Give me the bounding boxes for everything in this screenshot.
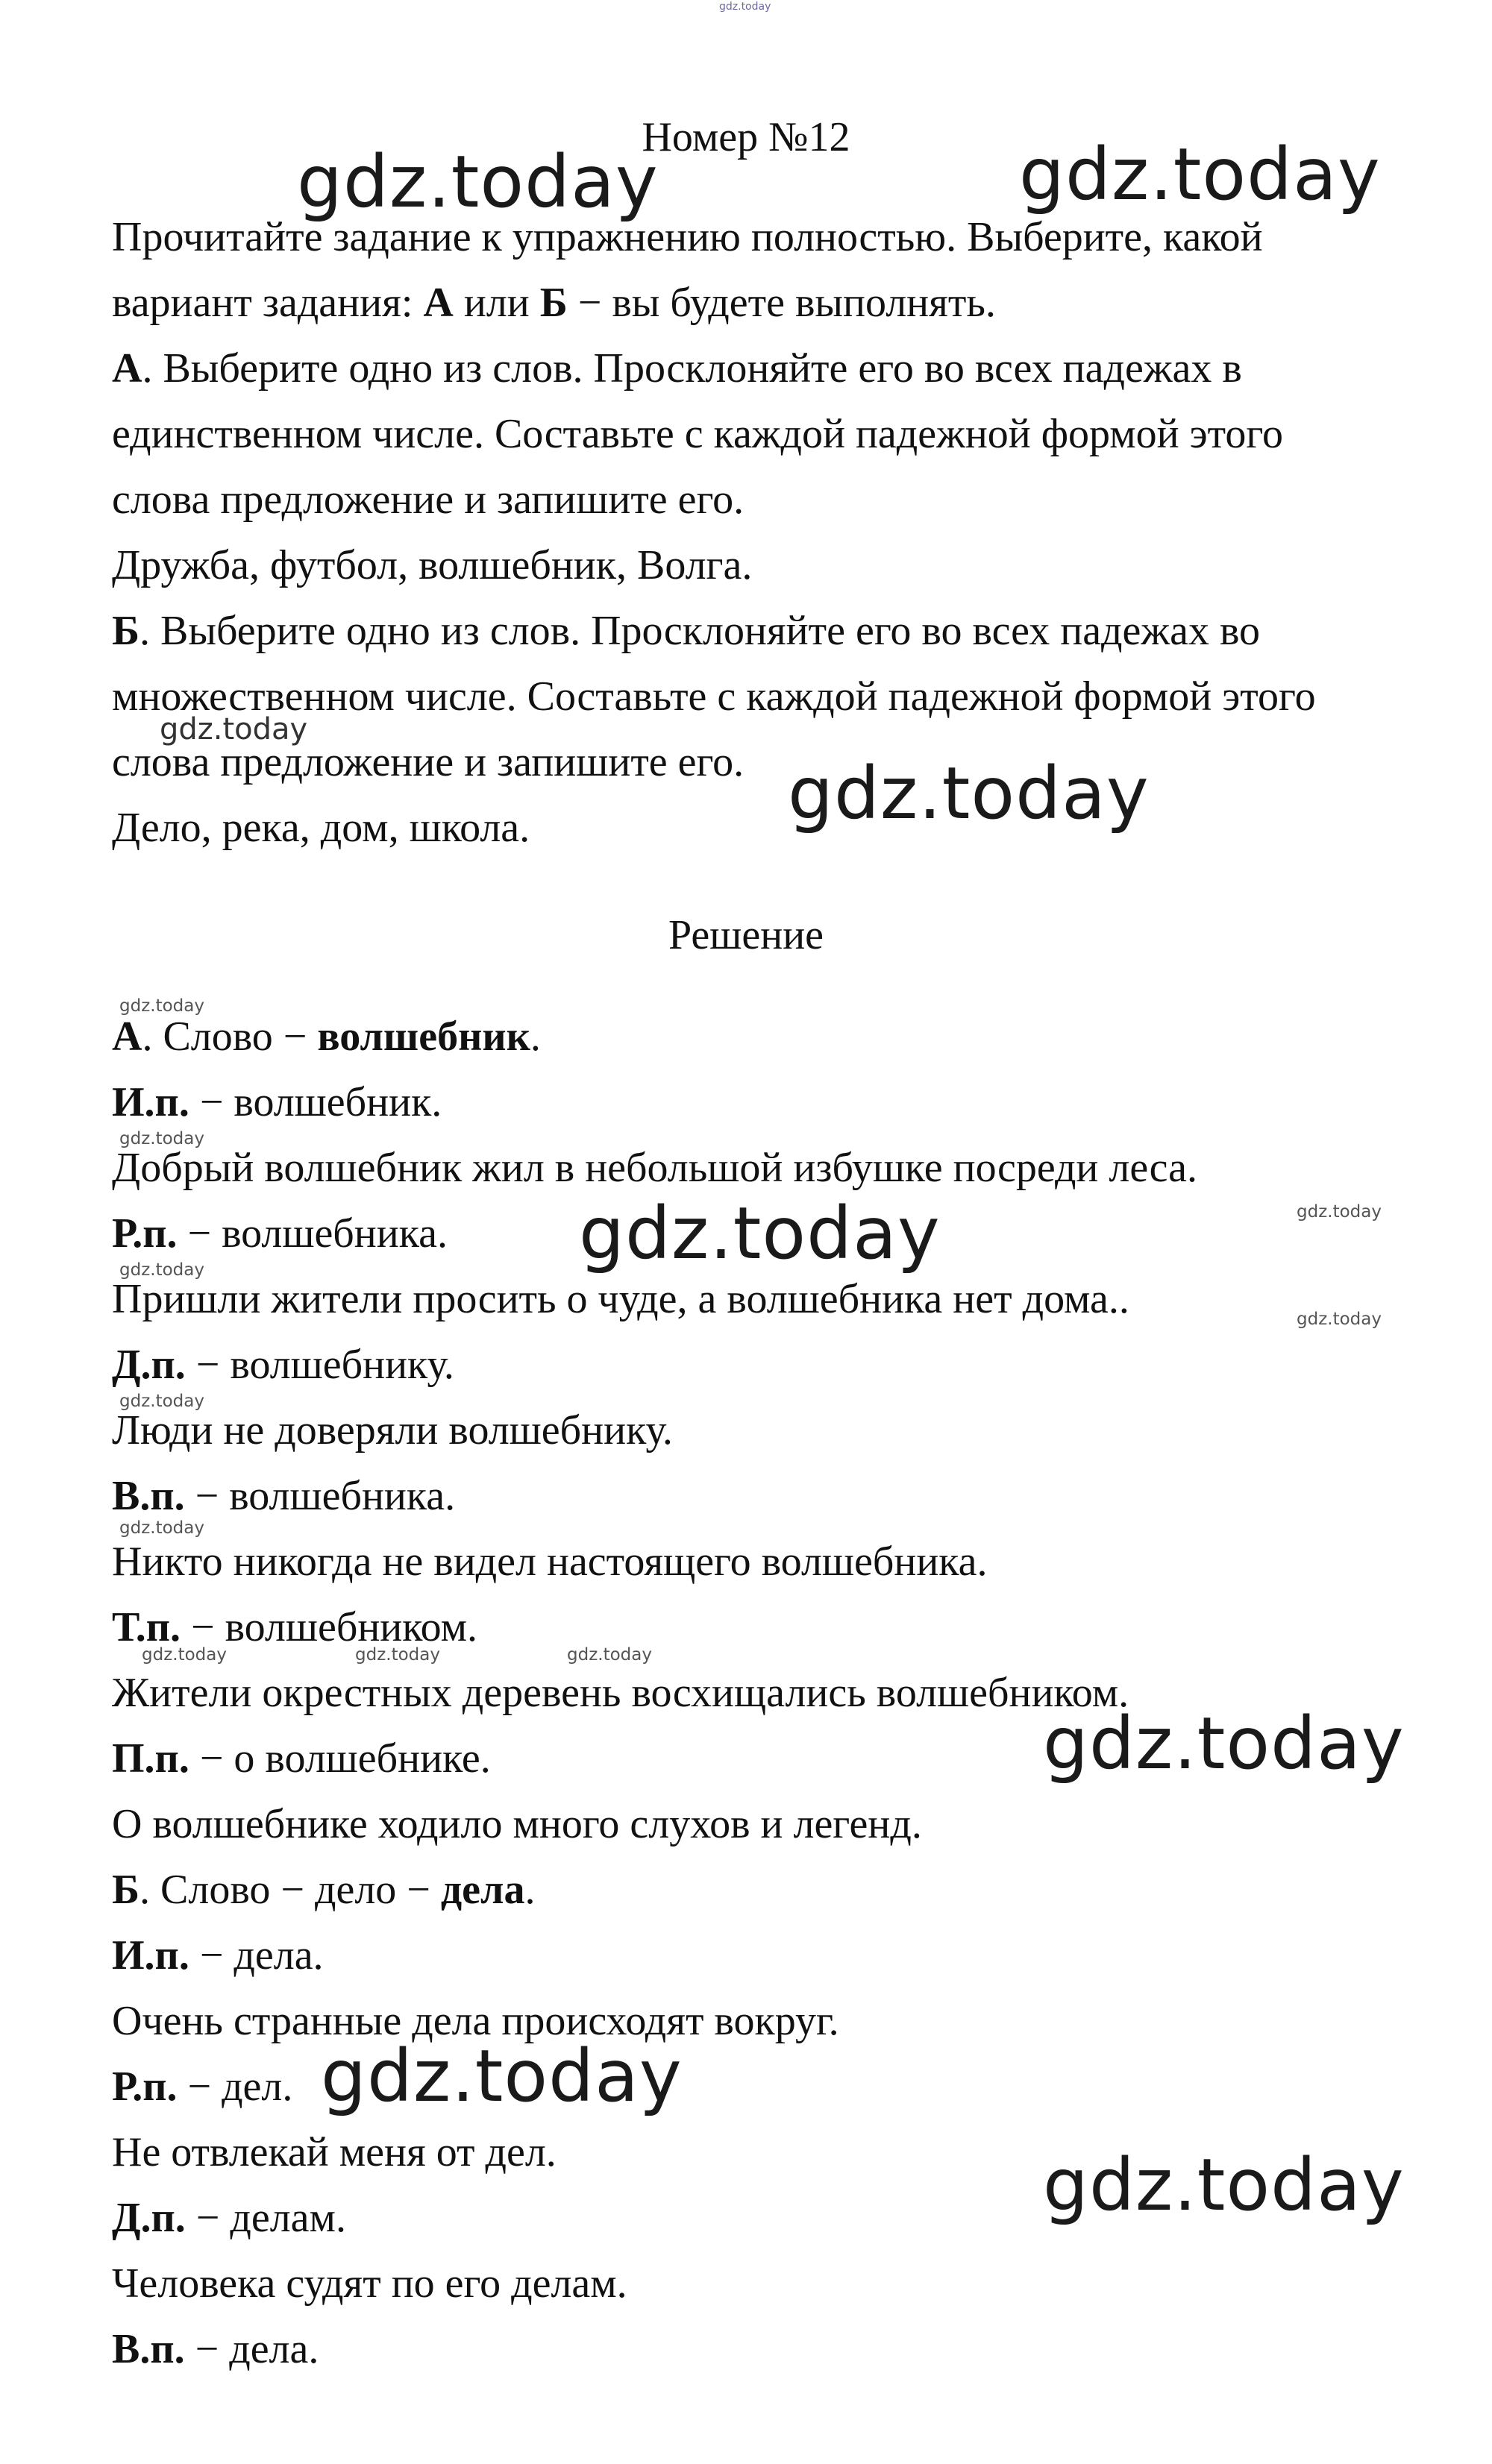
- watermark-large: gdz.today: [1019, 133, 1381, 216]
- watermark-large: gdz.today: [1043, 1702, 1405, 1785]
- solution-title: Решение: [668, 912, 824, 958]
- case-row: Р.п. − дел.: [112, 2064, 293, 2110]
- example-sentence: Не отвлекай меня от дел.: [112, 2129, 557, 2175]
- watermark-small: gdz.today: [142, 1645, 227, 1665]
- example-sentence: Добрый волшебник жил в небольшой избушке посреди леса.: [112, 1145, 1197, 1191]
- watermark-small: gdz.today: [1297, 1202, 1382, 1222]
- solution-b-heading: Б. Слово − дело − дела.: [112, 1867, 536, 1913]
- task-a-line-3: слова предложение и запишите его.: [112, 477, 745, 523]
- watermark-small: gdz.today: [567, 1645, 652, 1665]
- task-a-line-2: единственном числе. Составьте с каждой падежной формой этого: [112, 411, 1283, 457]
- task-b-line-3: слова предложение и запишите его.: [112, 739, 745, 785]
- case-row: Т.п. − волшебником.: [112, 1604, 478, 1650]
- watermark-small: gdz.today: [119, 1392, 204, 1411]
- case-row: И.п. − волшебник.: [112, 1079, 442, 1125]
- watermark-medium: gdz.today: [160, 712, 308, 747]
- case-row: Р.п. − волшебника.: [112, 1210, 448, 1257]
- task-b-heading: Б. Выберите одно из слов. Просклоняйте его во всех падежах во: [112, 608, 1260, 654]
- top-watermark: gdz.today: [719, 1, 771, 13]
- task-line-1: Прочитайте задание к упражнению полностью. Выберите, какой: [112, 214, 1263, 260]
- task-a-heading: А. Выберите одно из слов. Просклоняйте его во всех падежах в: [112, 345, 1242, 392]
- watermark-small: gdz.today: [119, 1129, 204, 1148]
- solution-a-word: волшебник: [317, 1013, 530, 1060]
- watermark-large: gdz.today: [1043, 2143, 1405, 2227]
- solution-b-word: дела: [440, 1867, 525, 1913]
- case-row: В.п. − волшебника.: [112, 1473, 456, 1519]
- case-row: Д.п. − делам.: [112, 2195, 346, 2241]
- case-row: Д.п. − волшебнику.: [112, 1342, 454, 1388]
- watermark-large: gdz.today: [321, 2034, 683, 2118]
- task-b-words: Дело, река, дом, школа.: [112, 805, 530, 851]
- example-sentence: Очень странные дела происходят вокруг.: [112, 1998, 839, 2044]
- watermark-large: gdz.today: [297, 140, 659, 224]
- example-sentence: Жители окрестных деревень восхищались волшебником.: [112, 1670, 1129, 1716]
- variant-a-label: А: [423, 280, 454, 326]
- watermark-small: gdz.today: [1297, 1310, 1382, 1329]
- example-sentence: Никто никогда не видел настоящего волшебника.: [112, 1539, 988, 1585]
- example-sentence: Человека судят по его делам.: [112, 2260, 627, 2307]
- task-a-words: Дружба, футбол, волшебник, Волга.: [112, 542, 753, 588]
- watermark-small: gdz.today: [355, 1645, 440, 1665]
- watermark-large: gdz.today: [579, 1192, 941, 1275]
- watermark-small: gdz.today: [119, 1518, 204, 1538]
- solution-a-heading: А. Слово − волшебник.: [112, 1013, 541, 1060]
- task-b-line-2: множественном числе. Составьте с каждой падежной формой этого: [112, 673, 1316, 720]
- watermark-large: gdz.today: [788, 752, 1150, 835]
- watermark-small: gdz.today: [119, 996, 204, 1016]
- case-row: П.п. − о волшебнике.: [112, 1735, 491, 1782]
- page-title: Номер №12: [642, 114, 850, 160]
- example-sentence: Пришли жители просить о чуде, а волшебника нет дома..: [112, 1276, 1129, 1322]
- example-sentence: О волшебнике ходило много слухов и легенд.: [112, 1801, 922, 1847]
- watermark-small: gdz.today: [119, 1260, 204, 1280]
- variant-b-label: Б: [539, 280, 568, 326]
- case-row: И.п. − дела.: [112, 1932, 324, 1979]
- example-sentence: Люди не доверяли волшебнику.: [112, 1407, 673, 1453]
- case-row: В.п. − дела.: [112, 2326, 319, 2372]
- task-line-2: вариант задания: А или Б − вы будете выполнять.: [112, 280, 996, 326]
